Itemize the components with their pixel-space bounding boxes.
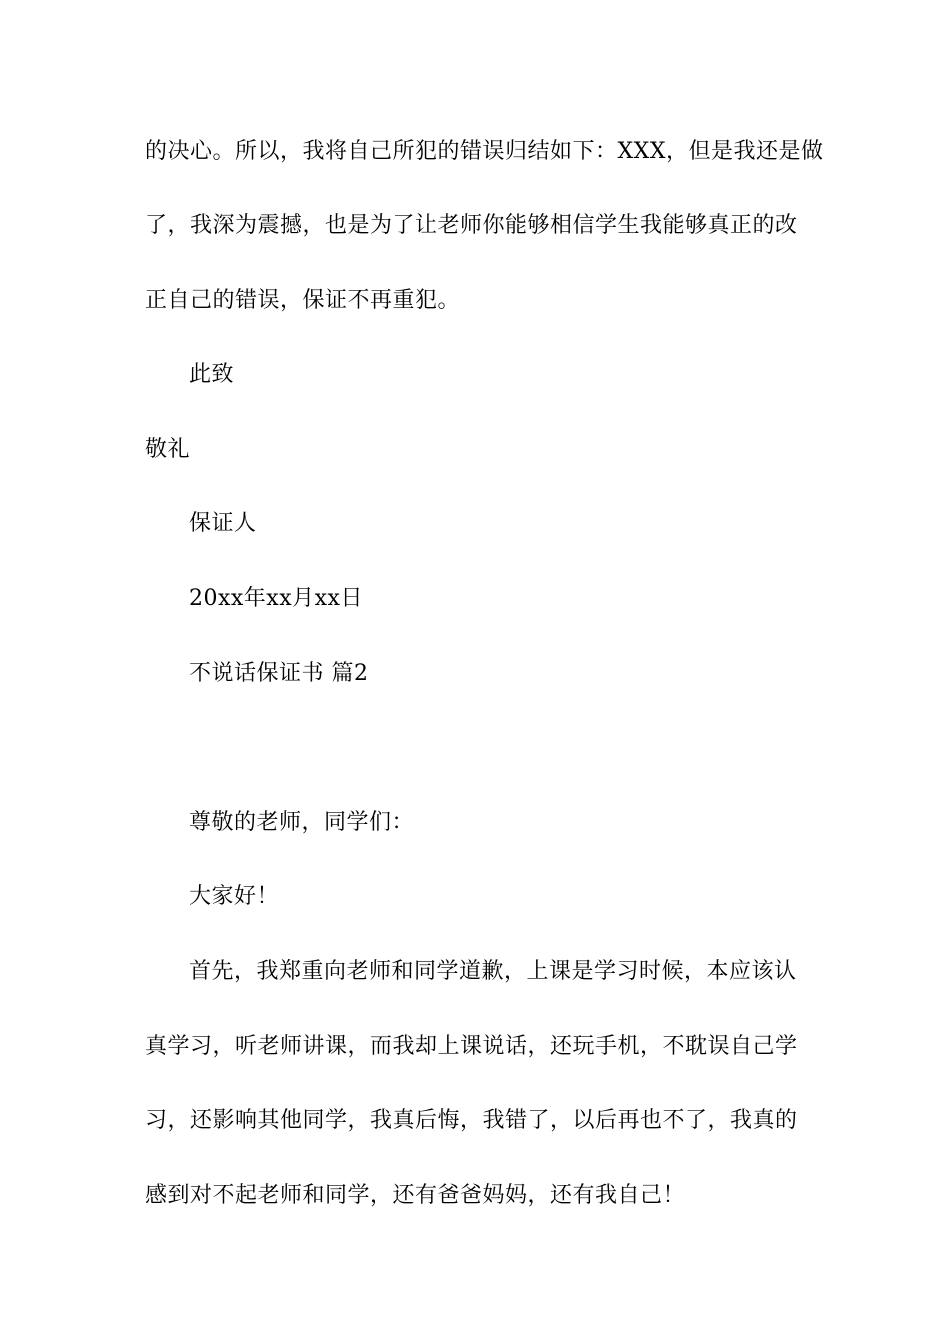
paragraph-line: 了，我深为震撼，也是为了让老师你能够相信学生我能够真正的改: [145, 213, 798, 238]
signer-label: 保证人: [189, 511, 257, 536]
paragraph-line: 首先，我郑重向老师和同学道歉，上课是学习时候，本应该认: [189, 959, 797, 984]
section-heading: 不说话保证书 篇2: [189, 661, 369, 686]
paragraph-line: 正自己的错误，保证不再重犯。: [145, 288, 461, 313]
paragraph-line: 感到对不起老师和同学，还有爸爸妈妈，还有我自己！: [145, 1183, 686, 1208]
date-line: 20xx年xx月xx日: [189, 586, 363, 611]
paragraph-line: 习，还影响其他同学，我真后悔，我错了，以后再也不了，我真的: [145, 1108, 798, 1133]
closing-regards: 敬礼: [145, 437, 191, 462]
paragraph-line: 真学习，听老师讲课，而我却上课说话，还玩手机，不耽误自己学: [145, 1034, 798, 1059]
greeting: 尊敬的老师，同学们：: [189, 810, 415, 835]
hello-line: 大家好！: [189, 884, 280, 909]
paragraph-line: 的决心。所以，我将自己所犯的错误归结如下：XXX，但是我还是做: [145, 139, 824, 164]
closing-salutation: 此致: [189, 362, 235, 387]
